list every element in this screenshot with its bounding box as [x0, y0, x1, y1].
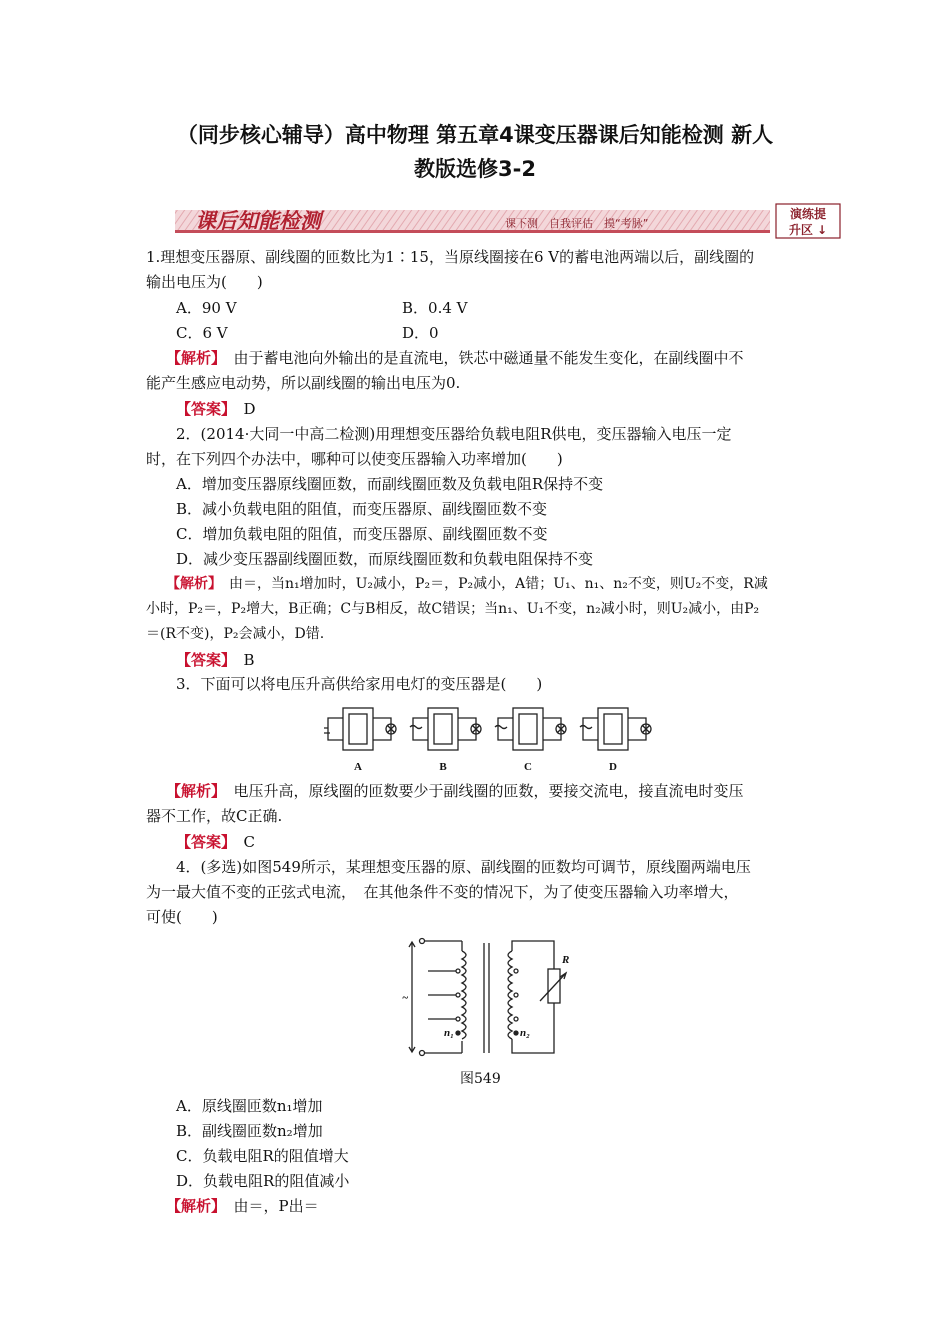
q4-n2-label: n₂ [520, 1027, 530, 1039]
q3-answer: C [243, 833, 256, 851]
q2-option-a: A．增加变压器原线圈匝数，而副线圈匝数及负载电阻R保持不变 [176, 475, 604, 493]
q4-option-c: C．负载电阻R的阻值增大 [176, 1147, 349, 1165]
q4-analysis-tag: 【解析】 [166, 1197, 219, 1215]
q1-answer-tag: 【答案】 [176, 400, 229, 418]
q2-stem-line-1: 2．(2014·大同一中高二检测)用理想变压器给负载电阻R供电，变压器输入电压一定 [176, 425, 732, 443]
section-banner [175, 202, 843, 240]
q4-stem-line-1: 4．(多选)如图549所示，某理想变压器的原、副线圈的匝数均可调节，原线圈两端电压 [176, 858, 751, 876]
q1-option-a: A．90 V [176, 299, 237, 317]
q2-option-c: C．增加负载电阻的阻值，而变压器原、副线圈匝数不变 [176, 525, 548, 543]
q1-option-b: B．0.4 V [402, 299, 468, 317]
q4-option-b: B．副线圈匝数n₂增加 [176, 1122, 323, 1140]
q2-analysis-line-2: 小时，P₂＝，P₂增大，B正确；C与B相反，故C错误；当n₁、U₁不变，n₂减小时，则U₂减小，由P₂ [146, 601, 760, 617]
title-line-2: 教版选修3-2 [414, 157, 536, 181]
q1-stem-line-2: 输出电压为( ) [146, 273, 263, 291]
q2-analysis-text-1: 由＝，当n₁增加时，U₂减小，P₂＝，P₂减小，A错；U₁、n₁、n₂不变，则U₂不变，R减 [229, 576, 768, 592]
q4-analysis-line-1 [166, 1195, 319, 1217]
q2-answer: B [243, 651, 255, 669]
q4-adjustable-transformer-figure [400, 935, 570, 1059]
transformer-a [324, 708, 396, 750]
q3-analysis-line-2: 器不工作，故C正确. [146, 807, 283, 825]
q3-answer-tag: 【答案】 [176, 833, 229, 851]
banner-middle-text: 课下测 自我评估 摸“考脉” [505, 217, 649, 230]
banner-left-text: 课后知能检测 [195, 208, 321, 233]
q4-r-label: R [562, 954, 570, 966]
q2-analysis-tag: 【解析】 [166, 576, 215, 592]
transformer-b [410, 708, 481, 750]
q3-answer-line [176, 831, 255, 853]
q3-label-b: B [439, 761, 447, 773]
q2-stem-line-2: 时，在下列四个办法中，哪种可以使变压器输入功率增加( ) [146, 450, 563, 468]
q4-figure-caption: 图549 [460, 1071, 501, 1087]
transformer-c [495, 708, 566, 750]
q3-label-d: D [609, 761, 617, 773]
q4-ac-symbol: ~ [402, 992, 409, 1004]
banner-box-line-1: 演练提 [789, 207, 827, 221]
q2-answer-line [176, 649, 255, 671]
document-title [120, 118, 830, 186]
q2-answer-tag: 【答案】 [176, 651, 229, 669]
q3-label-a: A [354, 761, 362, 773]
q3-transformer-figures [318, 700, 668, 776]
q1-analysis-line-1 [166, 347, 744, 369]
q1-analysis-tag: 【解析】 [166, 349, 219, 367]
q1-option-c: C．6 V [176, 324, 228, 342]
q1-answer: D [243, 400, 256, 418]
q3-analysis-line-1 [166, 780, 744, 802]
title-line-1: （同步核心辅导）高中物理 第五章4课变压器课后知能检测 新人 [176, 123, 774, 147]
q4-n1-label: n₁ [444, 1027, 454, 1039]
q3-analysis-text-1: 电压升高，原线圈的匝数要少于副线圈的匝数，要接交流电，接直流电时变压 [233, 782, 744, 800]
q3-analysis-tag: 【解析】 [166, 782, 219, 800]
q3-label-c: C [524, 761, 532, 773]
q2-option-d: D．减少变压器副线圈匝数，而原线圈匝数和负载电阻保持不变 [176, 550, 594, 568]
banner-box-line-2: 升区 ↓ [788, 223, 828, 237]
q2-analysis-line-1 [166, 573, 768, 595]
q2-option-b: B．减小负载电阻的阻值，而变压器原、副线圈匝数不变 [176, 500, 548, 518]
q1-stem-line-1: 1.理想变压器原、副线圈的匝数比为1∶15，当原线圈接在6 V的蓄电池两端以后，副线圈的 [146, 248, 755, 266]
q1-answer-line [176, 398, 256, 420]
q3-stem: 3．下面可以将电压升高供给家用电灯的变压器是( ) [176, 675, 543, 693]
q4-analysis-text-1: 由＝，P出＝ [233, 1197, 319, 1215]
q4-stem-line-2: 为一最大值不变的正弦式电流， 在其他条件不变的情况下，为了使变压器输入功率增大， [146, 883, 739, 901]
q1-option-d: D．0 [402, 324, 439, 342]
transformer-d [580, 708, 651, 750]
q1-analysis-text-1: 由于蓄电池向外输出的是直流电，铁芯中磁通量不能发生变化，在副线圈中不 [233, 349, 744, 367]
q4-stem-line-3: 可使( ) [146, 908, 218, 926]
q2-analysis-line-3: ＝(R不变)，P₂会减小，D错. [146, 626, 325, 642]
q4-option-a: A．原线圈匝数n₁增加 [176, 1097, 323, 1115]
q1-analysis-line-2: 能产生感应电动势，所以副线圈的输出电压为0. [146, 374, 461, 392]
q4-option-d: D．负载电阻R的阻值减小 [176, 1172, 350, 1190]
